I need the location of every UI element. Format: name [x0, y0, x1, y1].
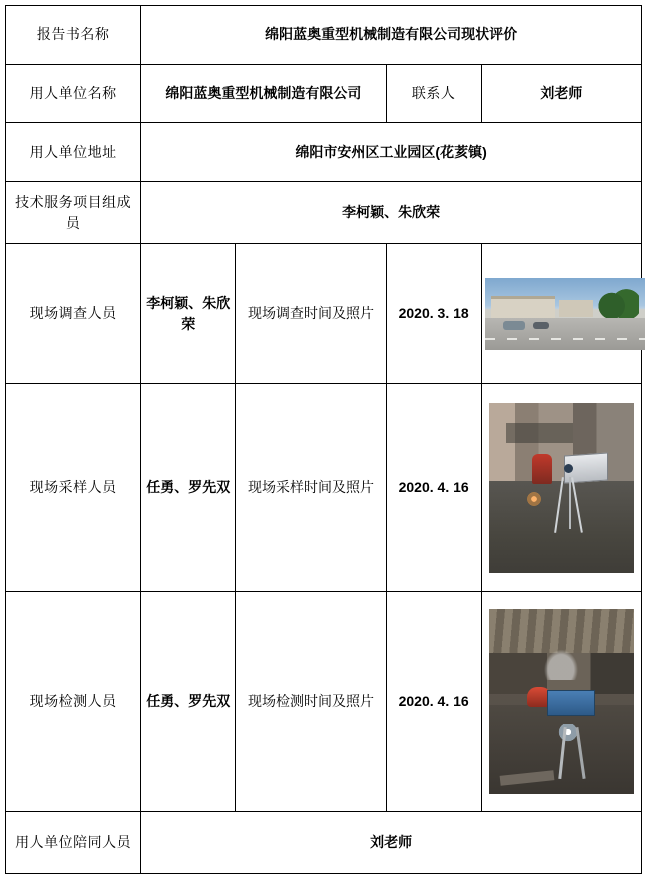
contact-value: 刘老师 [481, 64, 641, 123]
survey-people-label: 现场调查人员 [6, 244, 141, 384]
testing-date-value: 2020. 4. 16 [386, 592, 481, 812]
sampling-people-value: 任勇、罗先双 [141, 384, 236, 592]
survey-photo-cell [481, 244, 641, 384]
testing-site-photo [489, 609, 634, 794]
survey-people-value: 李柯颖、朱欣荣 [141, 244, 236, 384]
report-name-value: 绵阳蓝奥重型机械制造有限公司现状评价 [141, 6, 642, 65]
table-row [6, 123, 642, 182]
employer-name-label: 用人单位名称 [6, 64, 141, 123]
employer-address-label: 用人单位地址 [6, 123, 141, 182]
testing-time-label: 现场检测时间及照片 [236, 592, 386, 812]
sampling-site-photo [489, 403, 634, 573]
survey-date-value: 2020. 3. 18 [386, 244, 481, 384]
sampling-date-value: 2020. 4. 16 [386, 384, 481, 592]
employer-name-value: 绵阳蓝奥重型机械制造有限公司 [141, 64, 386, 123]
survey-time-label: 现场调查时间及照片 [236, 244, 386, 384]
testing-people-value: 任勇、罗先双 [141, 592, 236, 812]
team-value: 李柯颖、朱欣荣 [141, 182, 642, 244]
report-info-table [5, 5, 642, 874]
accompany-label: 用人单位陪同人员 [6, 812, 141, 874]
table-row [6, 812, 642, 874]
table-row [6, 182, 642, 244]
testing-people-label: 现场检测人员 [6, 592, 141, 812]
testing-photo-cell [481, 592, 641, 812]
sampling-photo-cell [481, 384, 641, 592]
sampling-time-label: 现场采样时间及照片 [236, 384, 386, 592]
team-label: 技术服务项目组成员 [6, 182, 141, 244]
employer-address-value: 绵阳市安州区工业园区(花荄镇) [141, 123, 642, 182]
accompany-value: 刘老师 [141, 812, 642, 874]
table-row [6, 384, 642, 592]
table-row [6, 244, 642, 384]
table-row [6, 592, 642, 812]
table-row [6, 64, 642, 123]
table-row [6, 6, 642, 65]
survey-site-photo [485, 278, 645, 350]
contact-label: 联系人 [386, 64, 481, 123]
report-name-label: 报告书名称 [6, 6, 141, 65]
sampling-people-label: 现场采样人员 [6, 384, 141, 592]
